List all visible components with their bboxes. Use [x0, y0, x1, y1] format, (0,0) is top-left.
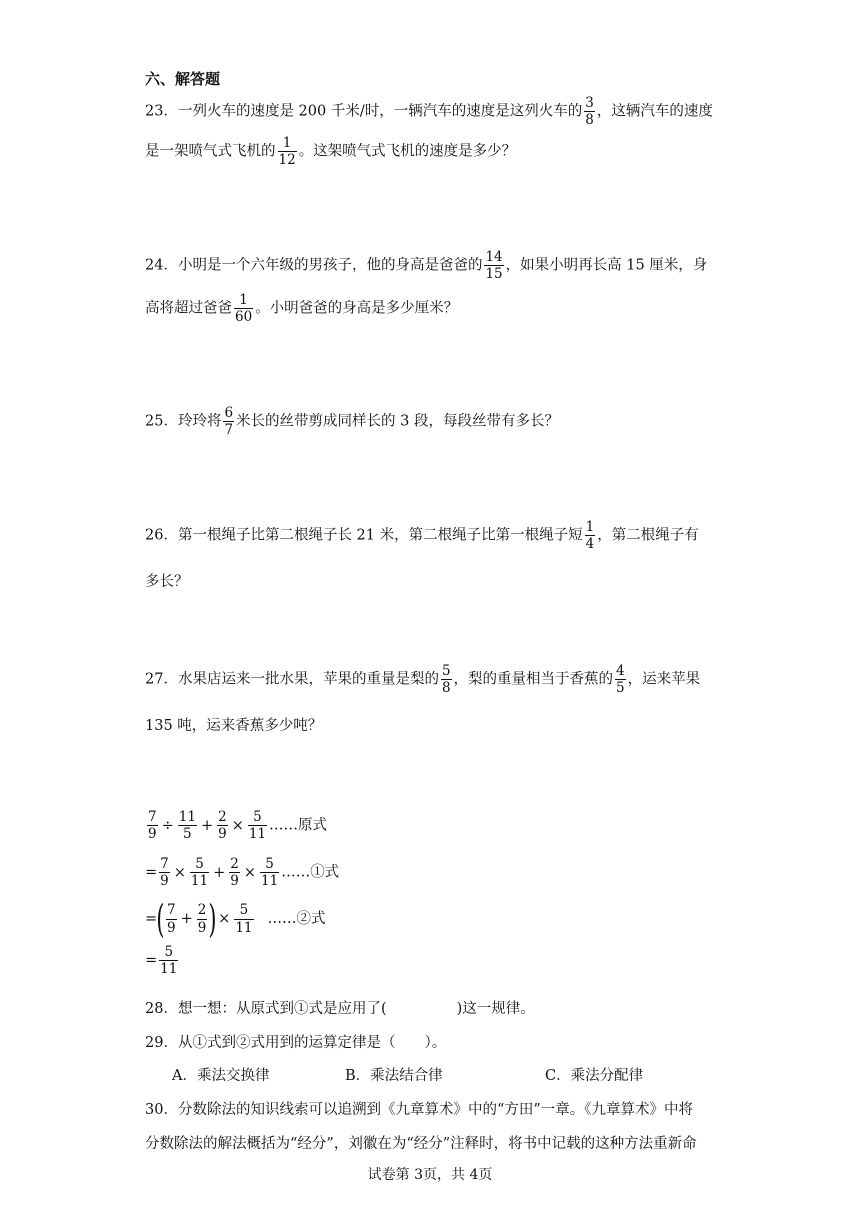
fraction: $\frac{1}{60}$	[235, 292, 253, 326]
fraction: $\frac{11}{5}$	[178, 809, 196, 843]
question-23-line-1: 23．一列火车的速度是 200 千米/时，一辆汽车的速度是这列火车的 $\frac{3}{8}$ ，这辆汽车的速度	[145, 95, 713, 129]
option-b[interactable]: B．乘法结合律	[345, 1068, 443, 1084]
option-c[interactable]: C．乘法分配律	[545, 1068, 644, 1084]
calc-row-2: =( $\frac{7}{9}$ + $\frac{2}{9}$ )× $\frac{5}{11}$ ……②式	[145, 897, 326, 941]
question-30-line-1: 30．分数除法的知识线索可以追溯到《九章算术》中的“方田”一章。《九章算术》中将	[145, 1102, 694, 1118]
fraction: $\frac{1}{12}$	[278, 135, 296, 169]
fraction: $\frac{2}{9}$	[218, 809, 227, 843]
question-24-line-1: 24．小明是一个六年级的男孩子，他的身高是爸爸的 $\frac{14}{15}$ ，如果小明再长高 15 厘米，身	[145, 249, 708, 283]
fraction: $\frac{1}{4}$	[585, 519, 595, 553]
fraction: $\frac{2}{9}$	[230, 856, 239, 890]
question-29: 29．从①式到②式用到的运算定律是（ ）。	[145, 1035, 447, 1051]
question-23-line-2: 是一架喷气式飞机的 $\frac{1}{12}$ 。这架喷气式飞机的速度是多少？	[145, 135, 517, 169]
question-30-line-2: 分数除法的解法概括为“经分”，刘徽在为“经分”注释时，将书中记载的这种方法重新命	[145, 1136, 697, 1152]
fraction: $\frac{5}{11}$	[190, 856, 209, 890]
question-25-line-1: 25．玲玲将 $\frac{6}{7}$ 米长的丝带剪成同样长的 3 段，每段丝带有多长？	[145, 405, 559, 439]
question-26-line-1: 26．第一根绳子比第二根绳子长 21 米，第二根绳子比第一根绳子短 $\frac{1}{4}$ ，第二根绳子有	[145, 519, 699, 553]
calc-row-original: $\frac{7}{9}$ ÷ $\frac{11}{5}$ + $\frac{2}{9}$ × $\frac{5}{11}$ ……原式	[148, 809, 328, 843]
fraction: $\frac{5}{11}$	[248, 809, 267, 843]
question-24-line-2: 高将超过爸爸 $\frac{1}{60}$ 。小明爸爸的身高是多少厘米？	[145, 292, 459, 326]
question-27-line-1: 27．水果店运来一批水果，苹果的重量是梨的 $\frac{5}{8}$ ，梨的重量相当于香蕉的 $\frac{4}{5}$ ，运来苹果	[145, 663, 701, 697]
fraction: $\frac{2}{9}$	[197, 902, 207, 936]
fraction: $\frac{5}{11}$	[235, 902, 253, 936]
question-28: 28．想一想：从原式到①式是应用了( )这一规律。	[145, 1001, 535, 1017]
fraction: $\frac{3}{8}$	[585, 95, 594, 129]
fraction: $\frac{4}{5}$	[616, 663, 625, 697]
fraction: $\frac{7}{9}$	[148, 809, 157, 843]
question-27-line-2: 135 吨，运来香蕉多少吨？	[145, 718, 323, 734]
question-26-line-2: 多长？	[145, 574, 189, 590]
fraction: $\frac{5}{8}$	[441, 663, 451, 697]
option-a[interactable]: A．乘法交换律	[172, 1068, 270, 1084]
fraction: $\frac{5}{11}$	[261, 856, 279, 890]
fraction: $\frac{7}{9}$	[160, 856, 169, 890]
fraction: $\frac{14}{15}$	[485, 249, 503, 283]
fraction: $\frac{7}{9}$	[166, 902, 176, 936]
section-title: 六、解答题	[145, 70, 221, 88]
page-footer: 试卷第 3页，共 4页	[367, 1167, 493, 1183]
calc-row-result: = $\frac{5}{11}$	[145, 944, 178, 978]
calc-row-1: = $\frac{7}{9}$ × $\frac{5}{11}$ + $\frac{2}{9}$ × $\frac{5}{11}$ ……①式	[145, 856, 340, 890]
fraction: $\frac{6}{7}$	[224, 405, 234, 439]
fraction: $\frac{5}{11}$	[160, 944, 178, 978]
